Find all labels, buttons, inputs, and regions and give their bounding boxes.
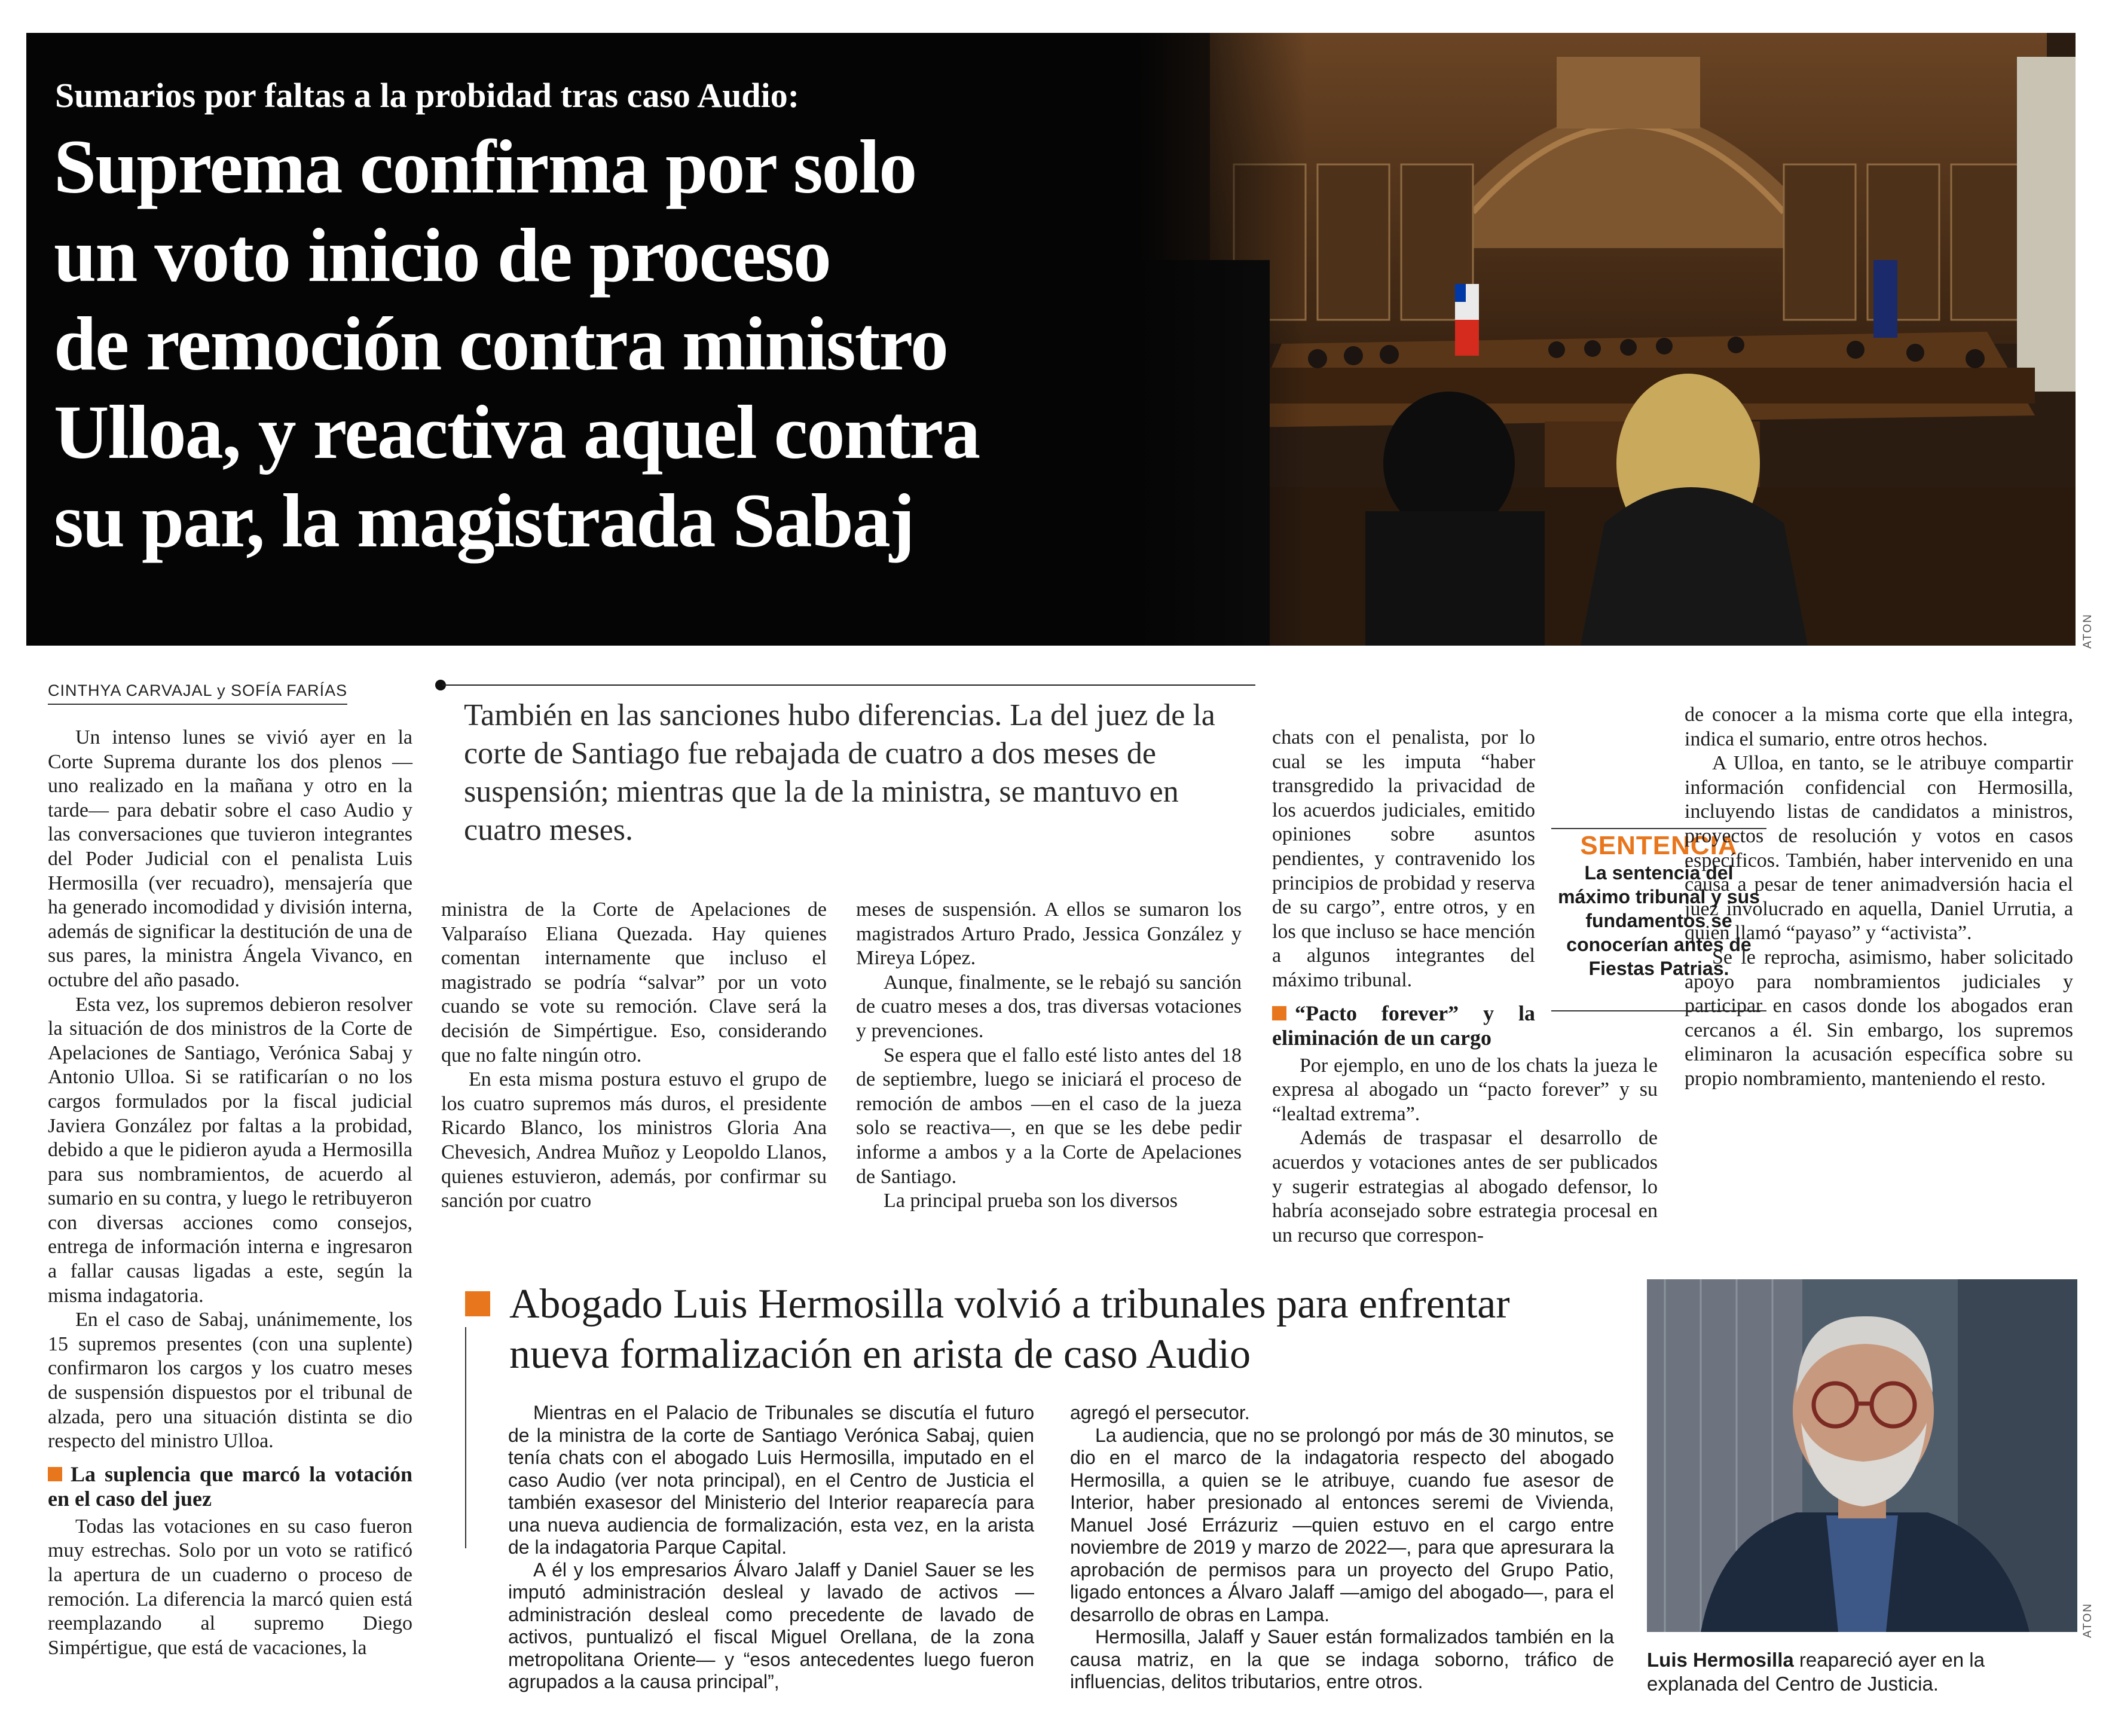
article-column-2 [441,898,827,1214]
byline: CINTHYA CARVAJAL y SOFÍA FARÍAS [48,681,347,705]
headline [54,123,1190,565]
paragraph: Todas las votaciones en su caso fueron muy estrechas. Solo por un voto se ratificó la apertura de un cuaderno o proceso de remoción. La diferencia la marcó quien está reemplazando al supremo Diego Simpértigue, que está de vacaciones, la [48,1515,412,1659]
paragraph: Se espera que el fallo esté listo antes del 18 de septiembre, luego se iniciará el proceso de remoción de ambos —en el caso de la jueza solo se reactiva—, en que se les debe pedir informe a ambos y a la Corte de Apelaciones de Santiago. [856,1044,1242,1188]
paragraph: ministra de la Corte de Apelaciones de Valparaíso Eliana Quezada. Hay quienes comentan internamente que incluso el magistrado se podría “salvar” por un voto cuando se vote su remoción. Clave será la decisión de Simpértigue. Eso, considerando que no falte ningún otro. [441,898,827,1066]
paragraph: Aunque, finalmente, se le rebajó su sanción de cuatro meses a dos, tras diversas votaciones y prevenciones. [856,971,1242,1042]
headline-line: su par, la magistrada Sabaj [54,478,914,563]
subhead [1272,1001,1535,1050]
headline-line: un voto inicio de proceso [54,213,830,298]
headline-line: Suprema confirma por solo [54,124,916,209]
bullet-square-icon [48,1467,62,1481]
photo-credit: ATON [2082,613,2094,649]
paragraph: Mientras en el Palacio de Tribunales se discutía el futuro de la ministra de la corte de Santiago Verónica Sabaj, quien tenía chats con el abogado Luis Hermosilla, imputado en el caso Audio (ver nota principal), en el Centro de Justicia el también exasesor del Ministerio del Interior reaparecía para una nueva audiencia de formalización, esta vez, en la arista de la indagatoria Parque Capital. [508,1402,1034,1558]
headline-line: de remoción contra ministro [54,301,947,386]
paragraph: Esta vez, los supremos debieron resolver la situación de dos ministros de la Corte de Apelaciones de Santiago, Verónica Sabaj y Antonio Ulloa. Si se ratificarían o no los cargos formulados por la fiscal judicial Javiera González por faltas a la probidad, debido a que le pidieron ayuda a Hermosilla para sus nombramientos, de acuerdo al sumario en su contra, y luego le retribuyeron con diversas acciones como consejos, entrega de información interna e ingresaron a fallar causas ligadas a este, según la misma indagatoria. [48,993,412,1307]
header-banner [26,33,2076,646]
paragraph: Se le reprocha, asimismo, haber solicitado apoyo para nombramientos judiciales y participar en casos donde los abogados eran cercanos a él. Sin embargo, los supremos eliminaron la acusación específica sobre su propio nombramiento, manteniendo el resto. [1685,946,2073,1090]
subhead-text: “Pacto forever” y la eliminación de un cargo [1272,1001,1535,1050]
paragraph: La audiencia, que no se prolongó por más de 30 minutos, se dio en el marco de la indagatoria respecto del abogado Hermosilla, a quien se le atribuye, cuando fue asesor de Interior, haber presionado al entonces seremi de Vivienda, Manuel José Errázuriz —quien estuvo en el cargo entre noviembre de 2019 y marzo de 2022—, para que apresurara la aprobación de permisos para un proyecto del Grupo Patio, ligado entonces a Álvaro Jalaff —amigo del abogado—, para el desarrollo de obras en Lampa. [1070,1424,1614,1625]
headline-line: Abogado Luis Hermosilla volvió a tribunales para enfrentar [509,1281,1510,1327]
headline-line: nueva formalización en arista de caso Audio [509,1331,1251,1377]
sentencia-text: La sentencia del máximo tribunal y sus fundamentos se conocerían antes de Fiestas Patrias. [1558,862,1760,979]
courtroom-photo [1138,33,2076,646]
paragraph: A Ulloa, en tanto, se le atribuye compartir información confidencial con Hermosilla, incluyendo listas de candidatos a ministros, proyectos de resolución y votos en casos específicos. También, haber intervenido en una causa a pesar de tener animadversión hacia el juez involucrado en aquella, Daniel Urrutia, a quien llamó “payaso” y “activista”. [1685,752,2073,945]
subhead [48,1462,412,1511]
kicker: Sumarios por faltas a la probidad tras caso Audio: [55,76,800,115]
subhead-text: La suplencia que marcó la votación en el caso del juez [48,1462,412,1511]
headline-line: Ulloa, y reactiva aquel contra [54,390,980,475]
article-column-5 [1685,703,2073,1092]
article-column-1 [48,726,412,1660]
paragraph: Hermosilla, Jalaff y Sauer están formalizados también en la causa matriz, en la que se indaga soborno, tráfico de influencias, delitos tributarios, entre otros. [1070,1626,1614,1692]
article2-column-2 [1070,1402,1614,1694]
paragraph: En esta misma postura estuvo el grupo de los cuatro supremos más duros, el presidente Ricardo Blanco, los ministros Gloria Ana Chevesich, Andrea Muñoz y Leopoldo Llanos, quienes estuvieron, además, por confirmar su sanción por cuatro [441,1068,827,1212]
paragraph: Además de traspasar el desarrollo de acuerdos y votaciones antes de ser publicados y sugerir estrategias al abogado defensor, lo habría aconsejado sobre estrategia procesal en un recurso que correspon- [1272,1127,1658,1246]
paragraph: La principal prueba son los diversos [884,1190,1178,1212]
photo-caption [1647,1648,2077,1696]
article2-column-1 [508,1402,1034,1694]
bullet-square-icon [1272,1006,1286,1020]
article-column-3 [856,898,1242,1214]
caption-text: reapareció ayer en la explanada del Centro de Justicia. [1647,1649,1985,1695]
divider [465,1327,466,1548]
paragraph: chats con el penalista, por lo cual se les imputa “haber transgredido la privacidad de los acuerdos judiciales, emitido opiniones sobre asuntos pendientes, y contravenido los principios de probidad y reserva de su cargo”, entre otros, y en los que incluso se hace mención a algunos integrantes del máximo tribunal. [1272,726,1535,991]
article2-headline [467,1279,1603,1380]
caption-name: Luis Hermosilla [1647,1649,1794,1671]
article-column-4 [1272,726,1658,1248]
paragraph: agregó el persecutor. [1070,1402,1250,1423]
paragraph: En el caso de Sabaj, unánimemente, los 15 supremos presentes (con una suplente) confirmaron los cargos y los cuatro meses de suspensión dispuestos por el tribunal de alzada, pero una situación distinta se dio respecto del ministro Ulloa. [48,1309,412,1453]
divider [442,684,1255,686]
paragraph: A él y los empresarios Álvaro Jalaff y Daniel Sauer se les imputó administración desleal y lavado de activos —administración desleal como precedente de lavado de activos, puntualizó el fiscal Miguel Orellana, de la zona metropolitana Oriente— y “esos antecedentes luego fueron agrupados a la causa principal”, [508,1558,1034,1692]
sentencia-title: SENTENCIA [1580,831,1738,860]
paragraph: Un intenso lunes se vivió ayer en la Corte Suprema durante los dos plenos —uno realizado en la mañana y otro en la tarde— para debatir sobre el caso Audio y las conversaciones que tuvieron integrantes del Poder Judicial con el penalista Luis Hermosilla (ver recuadro), mensajería que ha generado incomodidad y división interna, además de significar la destitución de una de sus pares, la ministra Ángela Vivanco, en octubre del año pasado. [48,726,412,991]
paragraph: de conocer a la misma corte que ella integra, indica el sumario, entre otros hechos. [1685,704,2073,750]
photo-credit: ATON [2082,1602,2094,1638]
paragraph: meses de suspensión. A ellos se sumaron los magistrados Arturo Prado, Jessica González y Mireya López. [856,898,1242,970]
portrait-photo [1647,1279,2077,1632]
paragraph: Por ejemplo, en uno de los chats la jueza le expresa al abogado un “pacto forever” y su “lealtad extrema”. [1272,1054,1658,1125]
pull-quote: También en las sanciones hubo diferencias. La del juez de la corte de Santiago fue rebajada de cuatro a dos meses de suspensión; mientras que la de la ministra, se mantuvo en cuatro meses. [464,698,1215,847]
